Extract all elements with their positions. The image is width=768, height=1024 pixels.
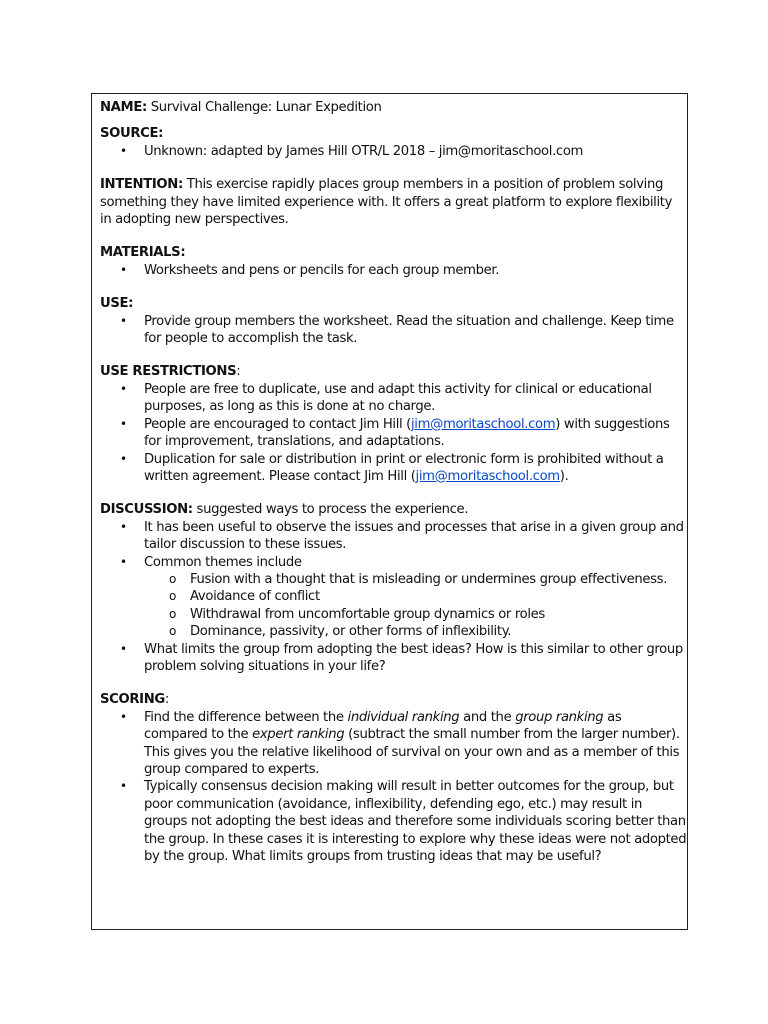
theme-item: o Dominance, passivity, or other forms of inflexibility. [144,623,687,640]
theme-item: o Fusion with a thought that is misleading or undermines group effectiveness. [144,571,687,588]
theme-item: o Avoidance of conflict [144,588,687,605]
name-heading: NAME: [100,100,147,115]
use-list [100,313,687,348]
document-content [100,99,687,865]
expert-ranking-term: expert ranking [252,727,345,743]
use-restrictions-item-2 [100,416,687,451]
materials-list [100,262,687,279]
scoring-heading-line [100,691,687,708]
use-restrictions-heading: USE RESTRICTIONS [100,364,237,380]
use-section [100,295,687,347]
discussion-section [100,501,687,675]
scoring-item-1 [100,709,687,779]
theme-item: o Withdrawal from uncomfortable group dynamics or roles [144,606,687,623]
discussion-item-2 [100,554,687,641]
materials-heading: MATERIALS: [100,245,186,261]
scoring-text-1: Find the difference between the [144,709,348,725]
document-box [91,93,688,930]
use-restrictions-section [100,363,687,485]
source-item: • Unknown: adapted by James Hill OTR/L 2018 – jim@moritaschool.com [100,143,687,160]
scoring-text-3: as compared to the [144,709,622,743]
scoring-text-2: and the [459,709,516,725]
themes-list [144,571,687,641]
source-heading: SOURCE: [100,126,164,142]
item-3-text-post: ). [559,468,569,484]
use-heading: USE: [100,296,134,312]
use-restrictions-item-3 [100,451,687,486]
use-item: • Provide group members the worksheet. Read the situation and challenge. Keep time for people to accomplish the task. [100,313,687,348]
item-2-text-post: ) with suggestions for improvement, translations, and adaptations. [144,416,670,450]
intention-text: This exercise rapidly places group members in a position of problem solving something they have limited experience with. It offers a great platform to explore flexibility in adopting new perspectives. [100,177,673,228]
individual-ranking-term: individual ranking [347,709,460,725]
discussion-item-1: • It has been useful to observe the issues and processes that arise in a given group and tailor discussion to these issues. [100,519,687,554]
email-link-2[interactable]: jim@moritaschool.com [415,468,560,484]
use-restrictions-colon: : [236,364,241,380]
materials-section [100,244,687,279]
source-list [100,143,687,160]
use-restrictions-item-1: • People are free to duplicate, use and adapt this activity for clinical or educational purposes, as long as this is done at no charge. [100,381,687,416]
materials-item: • Worksheets and pens or pencils for each group member. [100,262,687,279]
scoring-heading: SCORING [100,692,165,708]
discussion-heading-line [100,501,687,518]
source-section [100,125,687,160]
discussion-intro: suggested ways to process the experience. [192,502,469,518]
discussion-list [100,519,687,676]
discussion-item-2-text: Common themes include [144,554,302,570]
scoring-colon: : [164,692,169,708]
item-3-text-pre: Duplication for sale or distribution in print or electronic form is prohibited without a written agreement. Please contact Jim Hill ( [144,451,664,484]
intention-paragraph [100,176,687,228]
scoring-item-2: • Typically consensus decision making will result in better outcomes for the group, but poor communication (avoidance, inflexibility, defending ego, etc.) may result in groups not adopting the best ideas and therefore some individuals scoring better than the group. In these cases it is interesting to explore why these ideas were not adopted by the group. What limits groups from trusting ideas that may be useful? [100,778,687,865]
scoring-section [100,691,687,865]
discussion-heading: DISCUSSION: [100,502,193,518]
intention-heading: INTENTION: [100,177,183,193]
use-restrictions-heading-line [100,363,687,380]
scoring-text-4: (subtract the small number from the larger number). This gives you the relative likelihood of survival on your own and as a member of this group compared to experts. [144,727,680,777]
name-line [100,99,687,116]
item-2-text-pre: People are encouraged to contact Jim Hill ( [144,416,411,432]
email-link-1[interactable]: jim@moritaschool.com [410,416,556,432]
name-value: Survival Challenge: Lunar Expedition [146,100,382,115]
scoring-list [100,709,687,866]
group-ranking-term: group ranking [515,709,604,725]
discussion-item-3: • What limits the group from adopting the best ideas? How is this similar to other group problem solving situations in your life? [100,641,687,676]
use-restrictions-list [100,381,687,485]
